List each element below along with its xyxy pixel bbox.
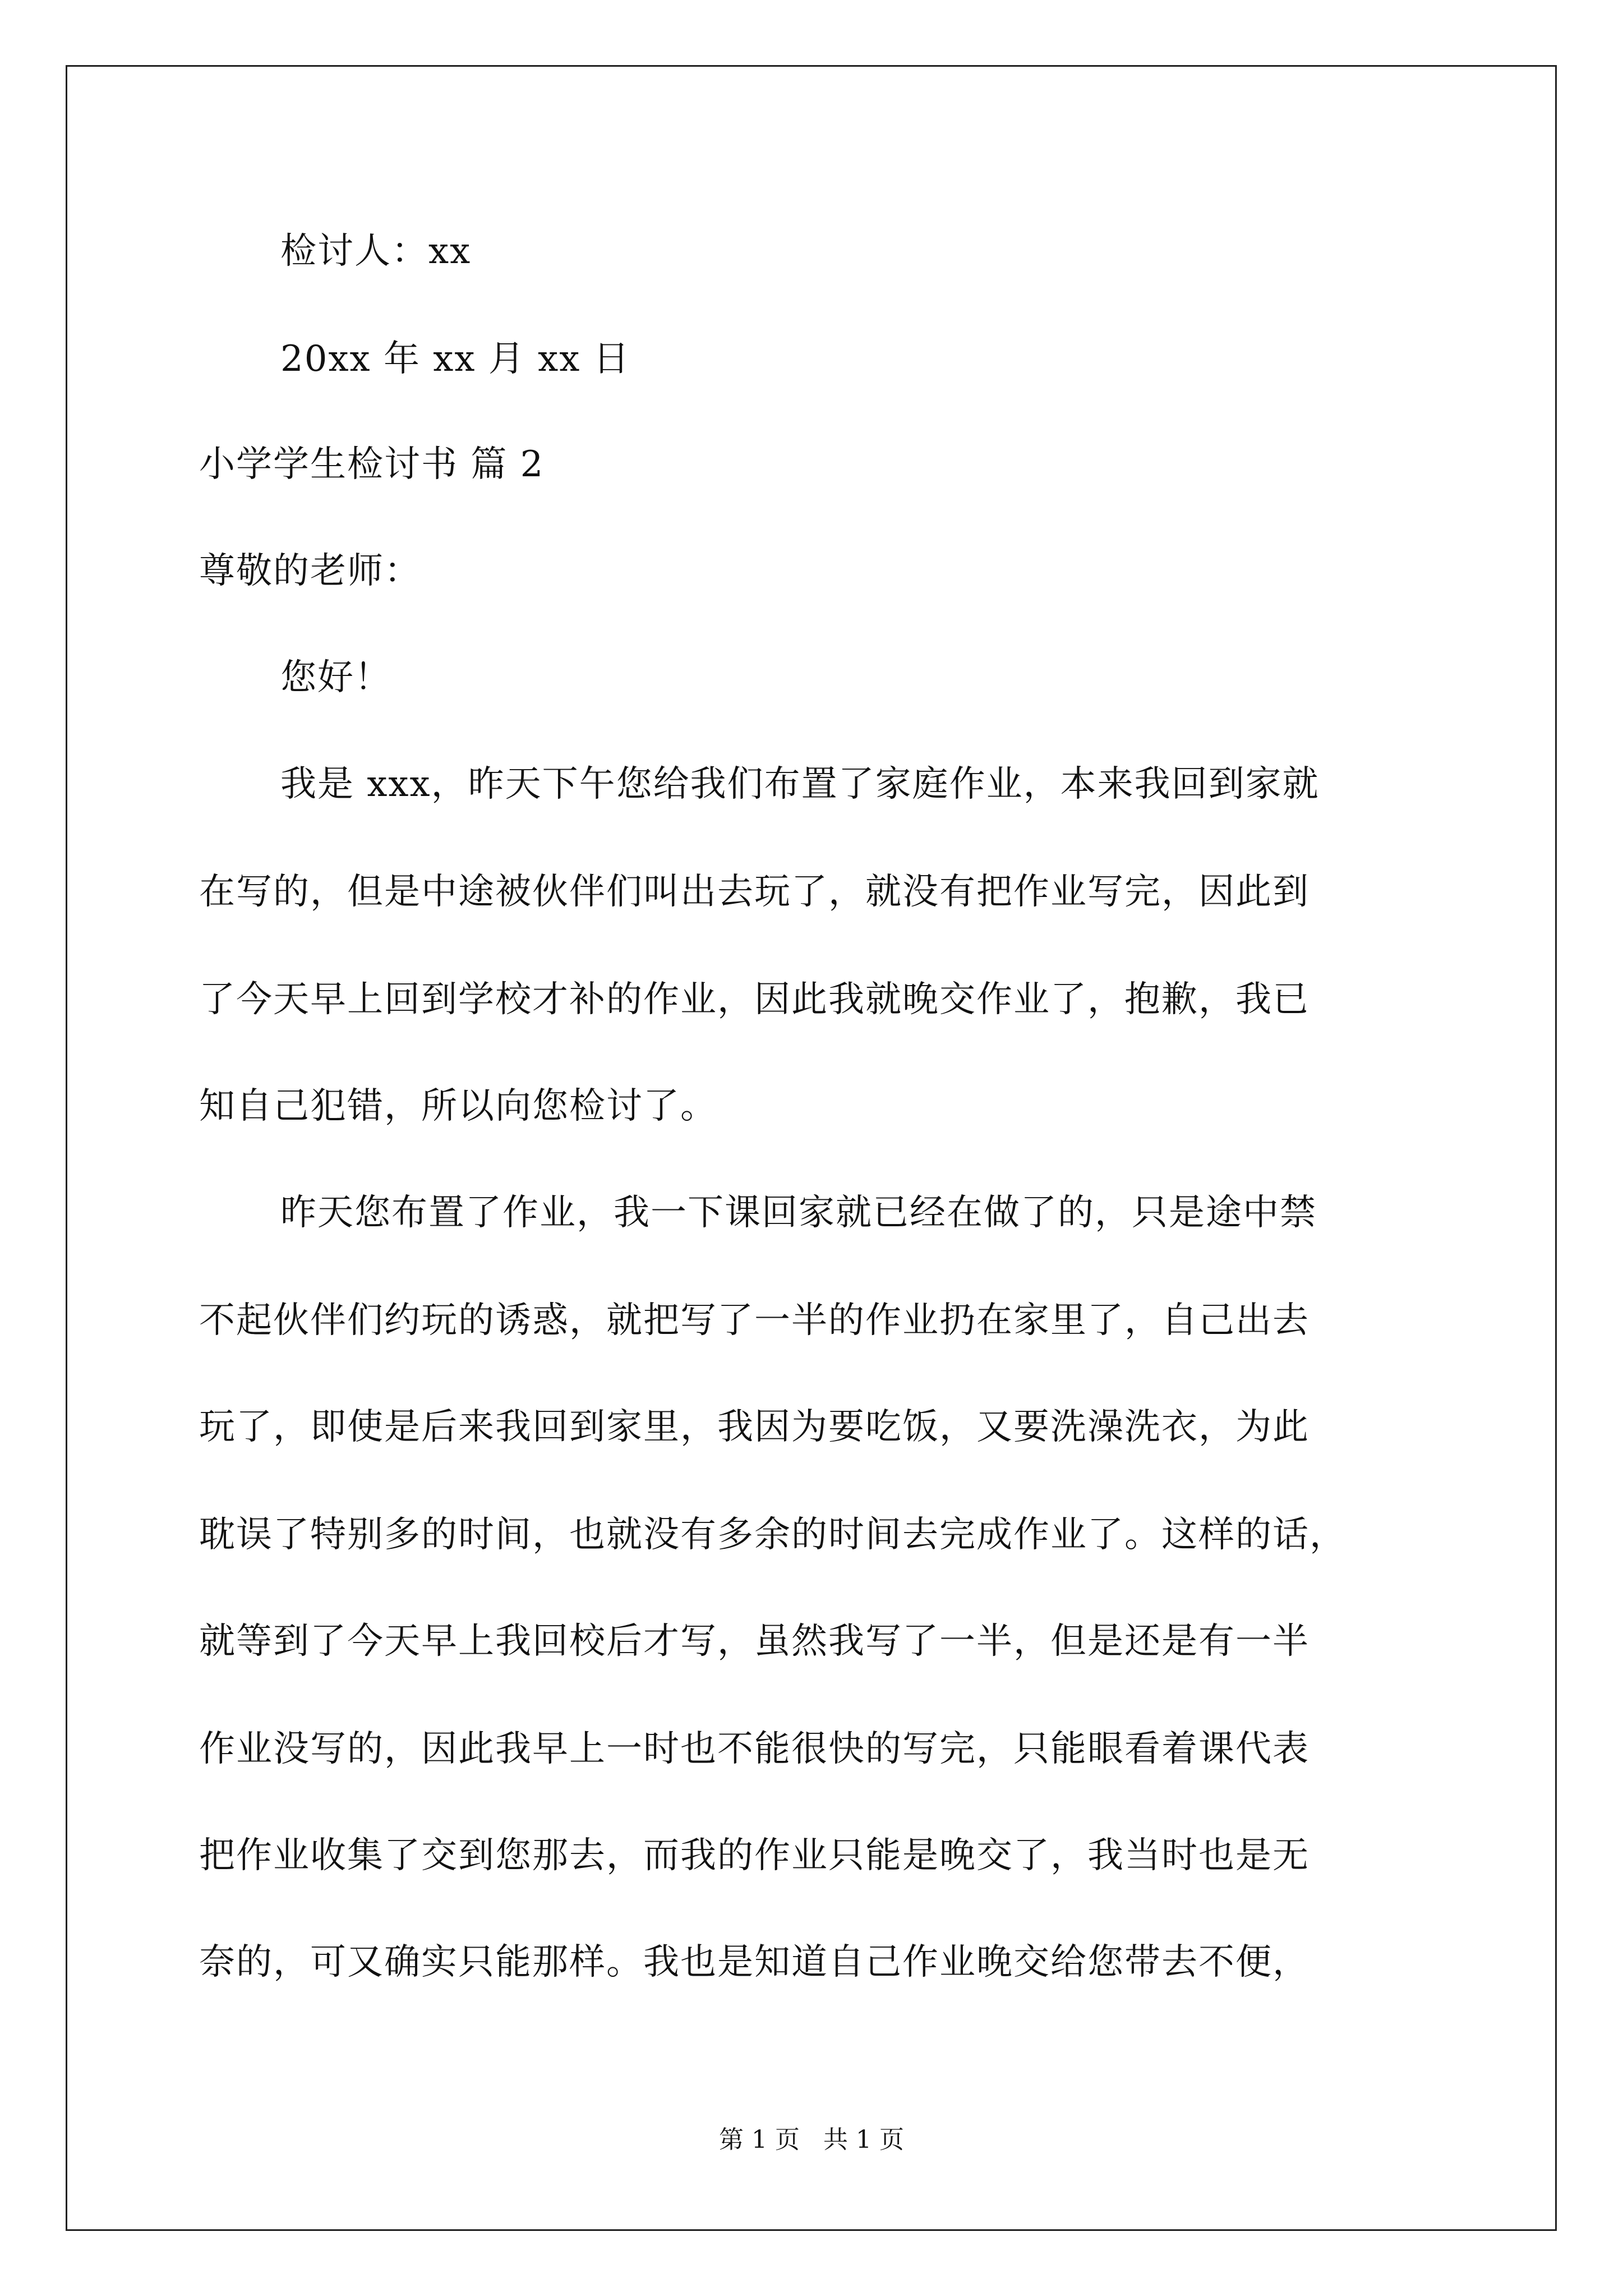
paragraph-2-line: 玩了，即使是后来我回到家里，我因为要吃饭，又要洗澡洗衣，为此 [199, 1406, 1310, 1448]
page-border [66, 65, 1557, 2231]
paragraph-2-line: 就等到了今天早上我回校后才写，虽然我写了一半，但是还是有一半 [199, 1621, 1310, 1662]
paragraph-1-line: 在写的，但是中途被伙伴们叫出去玩了，就没有把作业写完，因此到 [199, 871, 1310, 913]
paragraph-1-line: 我是 xxx，昨天下午您给我们布置了家庭作业，本来我回到家就 [280, 763, 1320, 805]
page-footer: 第 1 页 共 1 页 [719, 2125, 904, 2154]
salutation: 尊敬的老师： [199, 550, 421, 592]
date-line: 20xx 年 xx 月 xx 日 [280, 338, 630, 380]
paragraph-2-line: 不起伙伴们约玩的诱惑，就把写了一半的作业扔在家里了，自己出去 [199, 1300, 1310, 1341]
greeting: 您好！ [280, 657, 391, 698]
paragraph-1-line: 知自己犯错，所以向您检讨了。 [199, 1085, 717, 1127]
section-title: 小学学生检讨书 篇 2 [199, 444, 545, 485]
paragraph-2-line: 把作业收集了交到您那去，而我的作业只能是晚交了，我当时也是无 [199, 1835, 1310, 1876]
signature-line: 检讨人：xx [280, 231, 472, 272]
paragraph-2-line: 作业没写的，因此我早上一时也不能很快的写完，只能眼看着课代表 [199, 1728, 1310, 1770]
paragraph-1-line: 了今天早上回到学校才补的作业，因此我就晚交作业了，抱歉，我已 [199, 979, 1310, 1020]
paragraph-2-line: 昨天您布置了作业，我一下课回家就已经在做了的，只是途中禁 [280, 1192, 1317, 1234]
paragraph-2-line: 奈的，可又确实只能那样。我也是知道自己作业晚交给您带去不便， [199, 1941, 1310, 1983]
paragraph-2-line: 耽误了特别多的时间，也就没有多余的时间去完成作业了。这样的话， [199, 1514, 1347, 1556]
